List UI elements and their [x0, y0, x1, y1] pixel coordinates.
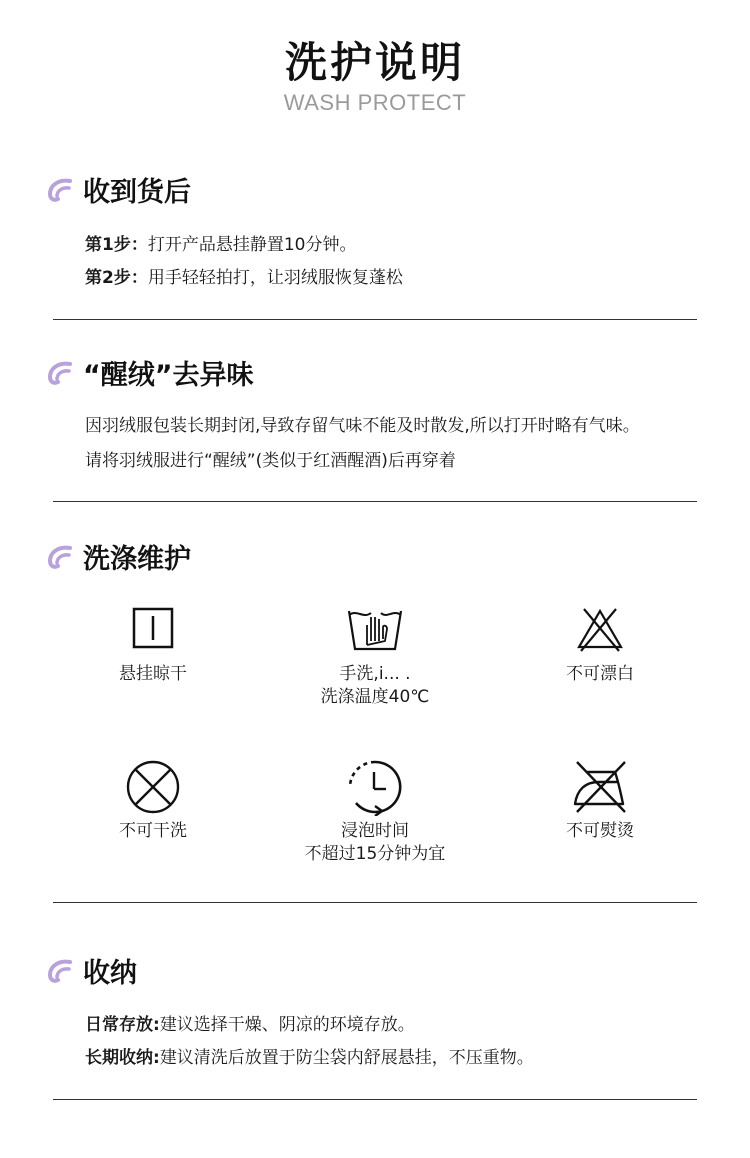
section-header-storage: [45, 951, 137, 990]
section-header-receive: [45, 170, 191, 209]
care-item-hand-wash: [275, 605, 475, 709]
separator: :: [153, 1015, 160, 1035]
divider: [53, 1099, 697, 1100]
step-text: 用手轻轻拍打，让羽绒服恢复蓬松: [147, 268, 403, 288]
storage-line: [85, 1010, 415, 1035]
section-title: 收纳: [83, 958, 137, 989]
care-item-hang-dry: [53, 605, 253, 686]
no-bleach-icon: [575, 605, 625, 655]
step-text: 打开产品悬挂静置10分钟。: [147, 235, 357, 255]
care-item-soak-time: [275, 758, 475, 866]
section-title: 收到货后: [83, 177, 191, 208]
storage-label: 长期收纳: [85, 1048, 153, 1068]
hand-wash-icon: [345, 605, 405, 655]
leaf-icon: [45, 542, 75, 572]
care-item-no-bleach: [500, 605, 700, 686]
care-label: 不可熨烫: [566, 821, 634, 841]
paragraph-line: 请将羽绒服进行“醒绒”(类似于红酒醒酒)后再穿着: [85, 451, 456, 471]
separator: :: [153, 1048, 160, 1068]
separator: ：: [130, 235, 148, 255]
section-title: 洗涤维护: [83, 544, 191, 575]
section-header-wash-care: [45, 537, 191, 576]
soak-time-icon: [346, 758, 404, 816]
storage-label: 日常存放: [85, 1015, 153, 1035]
step-line: [85, 263, 403, 288]
step-label: 第1步: [85, 235, 131, 255]
storage-line: [85, 1043, 534, 1068]
separator: ：: [130, 268, 148, 288]
divider: [53, 902, 697, 903]
leaf-icon: [45, 956, 75, 986]
storage-text: 建议清洗后放置于防尘袋内舒展悬挂，不压重物。: [159, 1048, 534, 1068]
leaf-icon: [45, 175, 75, 205]
care-label: 悬挂晾干: [119, 664, 187, 684]
care-label-sub: 不超过15分钟为宜: [304, 844, 446, 864]
paragraph-line: 因羽绒服包装长期封闭,导致存留气味不能及时散发,所以打开时略有气味。: [85, 416, 640, 436]
leaf-icon: [45, 358, 75, 388]
care-label: 手洗,i... .: [339, 664, 411, 684]
care-item-no-iron: [500, 758, 700, 843]
page-subtitle: WASH PROTECT: [283, 90, 467, 115]
section-title: “醒绒”去异味: [83, 360, 254, 391]
care-label: 浸泡时间: [341, 821, 409, 841]
care-label-sub: 洗涤温度40℃: [320, 687, 430, 707]
storage-text: 建议选择干燥、阴凉的环境存放。: [159, 1015, 415, 1035]
page-title: 洗护说明: [284, 38, 465, 87]
care-label: 不可漂白: [566, 664, 634, 684]
hang-dry-icon: [128, 605, 178, 655]
step-label: 第2步: [85, 268, 131, 288]
care-item-no-dry-clean: [53, 758, 253, 843]
divider: [53, 501, 697, 502]
care-label: 不可干洗: [119, 821, 187, 841]
step-line: [85, 230, 356, 255]
no-dry-clean-icon: [124, 758, 182, 816]
no-iron-icon: [569, 758, 631, 816]
section-header-deodorize: [45, 353, 254, 392]
divider: [53, 319, 697, 320]
